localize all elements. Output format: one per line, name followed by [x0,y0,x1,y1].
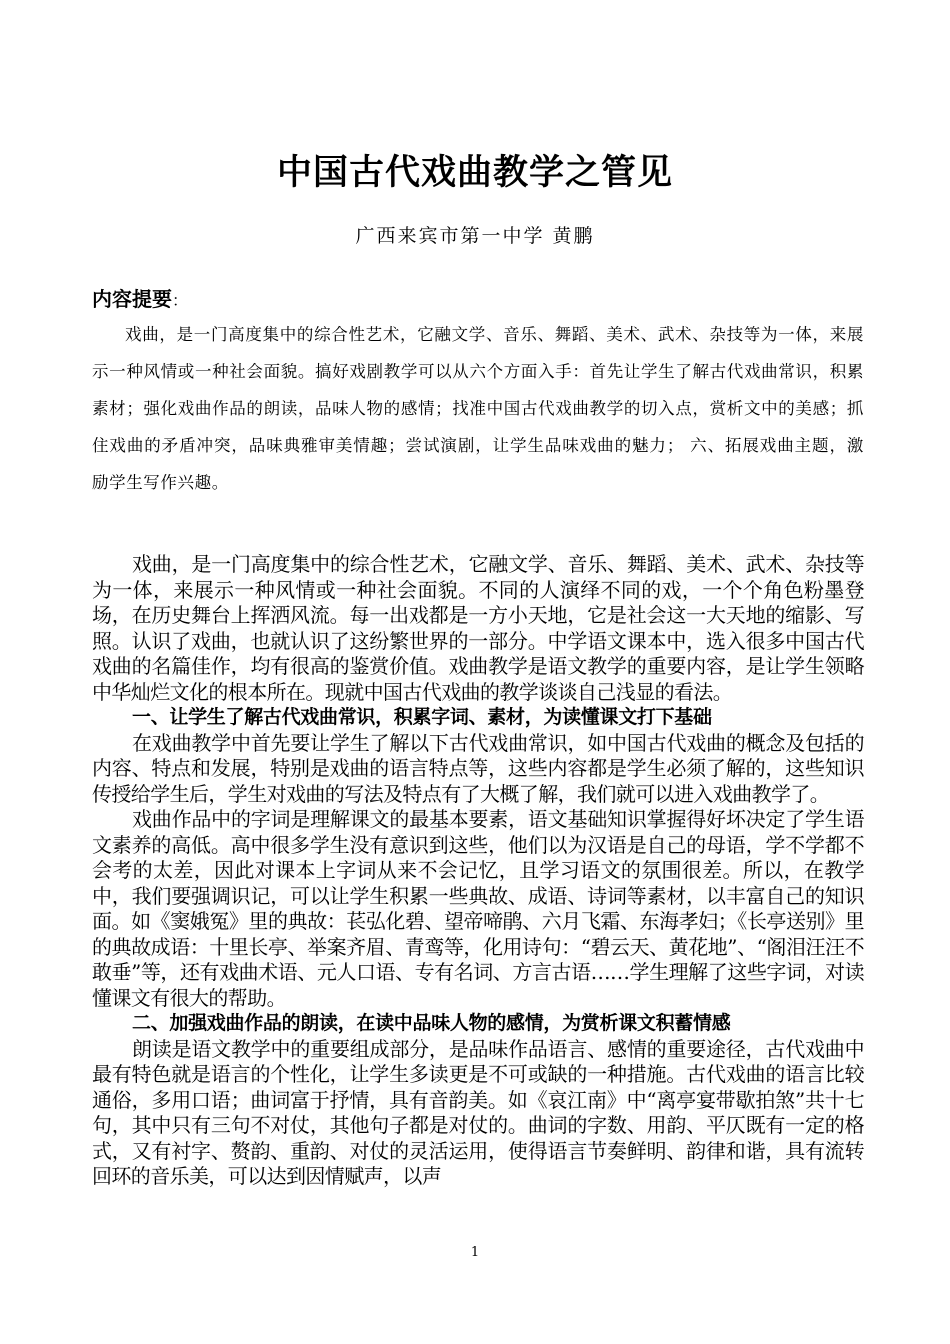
page-number: 1 [470,1245,480,1260]
section1-paragraph-1: 在戏曲教学中首先要让学生了解以下古代戏曲常识，如中国古代戏曲的概念及包括的内容、特点和发展，特别是戏曲的语言特点等，这些内容都是学生必须了解的，这些知识传授给学生后，学生对戏曲的写法及特点有了大概了解，我们就可以进入戏曲教学了。 [92,730,864,806]
body-text [92,552,864,1190]
abstract-text: 戏曲，是一门高度集中的综合性艺术，它融文学、音乐、舞蹈、美术、武术、杂技等为一体，来展示一种风情或一种社会面貌。搞好戏剧教学可以从六个方面入手：首先让学生了解古代戏曲常识，积累素材；强化戏曲作品的朗读，品味人物的感情；找准中国古代戏曲教学的切入点，赏析文中的美感；抓住戏曲的矛盾冲突，品味典雅审美情趣；尝试演剧，让学生品味戏曲的魅力； 六、拓展戏曲主题，激励学生写作兴趣。 [92,325,864,492]
abstract-label: 内容提要 [92,287,172,311]
section-heading-1: 一、让学生了解古代戏曲常识，积累字词、素材，为读懂课文打下基础 [132,706,712,728]
section1-paragraph-2: 戏曲作品中的字词是理解课文的最基本要素，语文基础知识掌握得好坏决定了学生语文素养的高低。高中很多学生没有意识到这些，他们以为汉语是自己的母语，学不学都不会考的太差，因此对课本上字词从来不会记忆，且学习语文的氛围很差。所以，在教学中，我们要强调识记，可以让学生积累一些典故、成语、诗词等素材，以丰富自己的知识面。如《窦娥冤》里的典故：苌弘化碧、望帝啼鹃、六月飞霜、东海孝妇；《长亭送别》里的典故成语：十里长亭、举案齐眉、青鸾等，化用诗句：“碧云天、黄花地”、“阁泪汪汪不敢垂”等，还有戏曲术语、元人口语、专有名词、方言古语……学生理解了这些字词，对读懂课文有很大的帮助。 [92,807,864,1010]
abstract-colon: ： [172,291,189,310]
abstract-heading [92,284,188,316]
document-title: 中国古代戏曲教学之管见 [276,153,673,193]
author-line: 广西来宾市第一中学 黄鹏 [355,225,595,247]
intro-paragraph: 戏曲，是一门高度集中的综合性艺术，它融文学、音乐、舞蹈、美术、武术、杂技等为一体，来展示一种风情或一种社会面貌。不同的人演绎不同的戏，一个个角色粉墨登场，在历史舞台上挥洒风流。每一出戏都是一方小天地，它是社会这一大天地的缩影、写照。认识了戏曲，也就认识了这纷繁世界的一部分。中学语文课本中，选入很多中国古代戏曲的名篇佳作，均有很高的鉴赏价值。戏曲教学是语文教学的重要内容，是让学生领略中华灿烂文化的根本所在。现就中国古代戏曲的教学谈谈自己浅显的看法。 [92,552,864,704]
section2-paragraph-1: 朗读是语文教学中的重要组成部分，是品味作品语言、感情的重要途径，古代戏曲中最有特色就是语言的个性化，让学生多读更是不可或缺的一种措施。古代戏曲的语言比较通俗，多用口语；曲词富于抒情，具有音韵美。如《哀江南》中“离亭宴带歇拍煞”共十七句，其中只有三句不对仗，其他句子都是对仗的。曲词的字数、用韵、平仄既有一定的格式，又有衬字、赘韵、重韵、对仗的灵活运用，使得语言节奏鲜明、韵律和谐，具有流转回环的音乐美，可以达到因情赋声，以声 [92,1036,864,1188]
section-heading-2: 二、加强戏曲作品的朗读，在读中品味人物的感情，为赏析课文积蓄情感 [132,1012,731,1034]
